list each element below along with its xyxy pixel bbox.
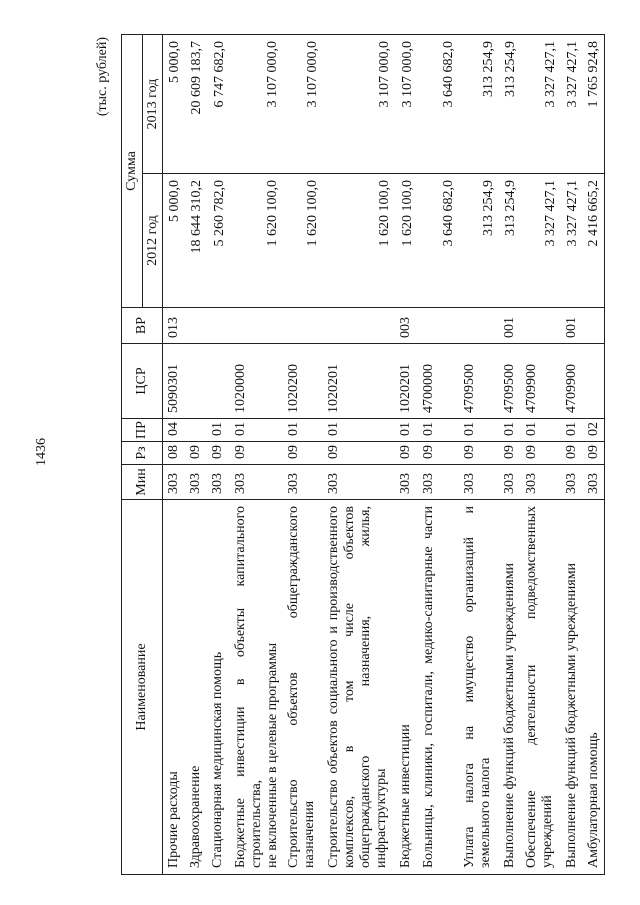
cell-vr	[207, 308, 230, 344]
cell-vr: 001	[499, 308, 521, 344]
cell-csr: 5090301	[163, 344, 185, 419]
cell-rz: 09	[521, 442, 561, 465]
cell-rz: 09	[561, 442, 583, 465]
cell-name: Здравоохранение	[185, 500, 207, 875]
cell-2012: 5 000,0	[163, 174, 185, 308]
table-row	[207, 35, 230, 875]
cell-2012: 1 620 100,0	[395, 174, 418, 308]
cell-vr	[418, 308, 459, 344]
cell-min: 303	[561, 465, 583, 500]
table-row	[583, 35, 605, 875]
cell-2012: 5 260 782,0	[207, 174, 230, 308]
rotated-page	[85, 35, 601, 875]
cell-min: 303	[163, 465, 185, 500]
header-csr: ЦСР	[122, 344, 163, 419]
cell-csr: 1020200	[283, 344, 323, 419]
cell-2013: 6 747 682,0	[207, 35, 230, 174]
cell-2013: 20 609 183,7	[185, 35, 207, 174]
table-row	[459, 35, 499, 875]
cell-name: Выполнение функций бюджетными учреждениями	[561, 500, 583, 875]
name-line: Строительство объектов социального и производственного	[325, 506, 341, 868]
cell-2013: 5 000,0	[163, 35, 185, 174]
cell-2013: 3 327 427,1	[561, 35, 583, 174]
cell-pr: 01	[283, 419, 323, 442]
table-row	[163, 35, 185, 875]
cell-2012: 313 254,9	[499, 174, 521, 308]
cell-2013: 3 107 000,0	[230, 35, 283, 174]
name-line: Обеспечение деятельности подведомственных	[523, 506, 539, 868]
cell-name: Бюджетные инвестиции	[395, 500, 418, 875]
name-line: комплексов, в том числе объектов	[341, 506, 357, 868]
cell-rz: 09	[459, 442, 499, 465]
cell-vr	[459, 308, 499, 344]
cell-name	[323, 500, 395, 875]
table-row	[561, 35, 583, 875]
cell-csr	[185, 344, 207, 419]
cell-vr: 013	[163, 308, 185, 344]
header-rz: Рз	[122, 442, 163, 465]
cell-min: 303	[521, 465, 561, 500]
name-line: инфраструктуры	[373, 768, 389, 868]
cell-2012: 18 644 310,2	[185, 174, 207, 308]
cell-csr: 1020201	[323, 344, 395, 419]
cell-min: 303	[185, 465, 207, 500]
table-row	[418, 35, 459, 875]
cell-min: 303	[207, 465, 230, 500]
cell-rz: 09	[323, 442, 395, 465]
table-body	[163, 35, 605, 875]
cell-rz: 09	[185, 442, 207, 465]
cell-pr: 01	[459, 419, 499, 442]
name-line: Больницы, клиники, госпитали, медико-санитарные части	[420, 506, 436, 868]
cell-2013: 1 765 924,8	[583, 35, 605, 174]
cell-vr	[583, 308, 605, 344]
cell-rz: 09	[395, 442, 418, 465]
cell-name: Амбулаторная помощь	[583, 500, 605, 875]
table-row	[283, 35, 323, 875]
header-name: Наименование	[122, 500, 163, 875]
cell-rz: 09	[418, 442, 459, 465]
cell-pr: 01	[499, 419, 521, 442]
cell-2013: 313 254,9	[499, 35, 521, 174]
cell-rz: 09	[499, 442, 521, 465]
cell-pr	[185, 419, 207, 442]
name-line: назначения	[301, 800, 317, 868]
cell-pr: 01	[230, 419, 283, 442]
table-row	[521, 35, 561, 875]
name-line: общегражданского назначения, жилья,	[357, 506, 373, 868]
cell-name	[521, 500, 561, 875]
cell-2012: 3 640 682,0	[418, 174, 459, 308]
cell-name	[230, 500, 283, 875]
cell-vr	[521, 308, 561, 344]
cell-pr: 02	[583, 419, 605, 442]
unit-note: (тыс. рублей)	[95, 37, 110, 117]
table-row	[185, 35, 207, 875]
cell-pr: 01	[521, 419, 561, 442]
cell-min: 303	[583, 465, 605, 500]
cell-name	[418, 500, 459, 875]
cell-csr: 4709500	[499, 344, 521, 419]
cell-min: 303	[395, 465, 418, 500]
cell-pr: 01	[395, 419, 418, 442]
cell-pr: 04	[163, 419, 185, 442]
table-row	[395, 35, 418, 875]
cell-csr: 4709500	[459, 344, 499, 419]
cell-pr: 01	[207, 419, 230, 442]
table-row	[499, 35, 521, 875]
cell-min: 303	[499, 465, 521, 500]
cell-csr	[207, 344, 230, 419]
cell-rz: 09	[283, 442, 323, 465]
cell-min: 303	[459, 465, 499, 500]
cell-2013: 3 107 000,0	[323, 35, 395, 174]
cell-2012: 313 254,9	[459, 174, 499, 308]
cell-name: Стационарная медицинская помощь	[207, 500, 230, 875]
cell-2012: 1 620 100,0	[323, 174, 395, 308]
cell-rz: 09	[230, 442, 283, 465]
name-line: Строительство объектов общегражданского	[285, 506, 301, 868]
table-row	[323, 35, 395, 875]
name-line: учреждений	[539, 795, 555, 868]
cell-min: 303	[230, 465, 283, 500]
cell-vr: 003	[395, 308, 418, 344]
name-line: земельного налога	[477, 757, 493, 868]
budget-table	[121, 34, 605, 875]
header-year-2013: 2013 год	[143, 35, 163, 174]
cell-csr: 4700000	[418, 344, 459, 419]
cell-csr: 4709900	[521, 344, 561, 419]
cell-2013: 3 107 000,0	[283, 35, 323, 174]
header-pr: ПР	[122, 419, 163, 442]
cell-name	[283, 500, 323, 875]
header-year-2012: 2012 год	[143, 174, 163, 308]
cell-name: Выполнение функций бюджетными учреждениями	[499, 500, 521, 875]
cell-rz: 09	[207, 442, 230, 465]
cell-2013: 3 327 427,1	[521, 35, 561, 174]
header-min: Мин	[122, 465, 163, 500]
cell-csr: 4709900	[561, 344, 583, 419]
name-line: не включенные в целевые программы	[264, 642, 280, 868]
cell-csr: 1020000	[230, 344, 283, 419]
cell-2012: 3 327 427,1	[561, 174, 583, 308]
cell-min: 303	[418, 465, 459, 500]
cell-name: Прочие расходы	[163, 500, 185, 875]
cell-2012: 3 327 427,1	[521, 174, 561, 308]
cell-pr: 01	[418, 419, 459, 442]
cell-name	[459, 500, 499, 875]
cell-vr	[185, 308, 207, 344]
cell-rz: 08	[163, 442, 185, 465]
name-line: Уплата налога на имущество организаций и	[461, 506, 477, 868]
cell-min: 303	[283, 465, 323, 500]
cell-vr	[230, 308, 283, 344]
cell-pr: 01	[323, 419, 395, 442]
cell-vr: 001	[561, 308, 583, 344]
cell-rz: 09	[583, 442, 605, 465]
cell-vr	[323, 308, 395, 344]
cell-csr	[583, 344, 605, 419]
name-line: Бюджетные инвестиции в объекты капитального строительства,	[232, 506, 264, 868]
header-vr: ВР	[122, 308, 163, 344]
cell-2013: 313 254,9	[459, 35, 499, 174]
cell-pr: 01	[561, 419, 583, 442]
cell-vr	[283, 308, 323, 344]
cell-2012: 1 620 100,0	[283, 174, 323, 308]
cell-min: 303	[323, 465, 395, 500]
cell-2012: 2 416 665,2	[583, 174, 605, 308]
cell-2013: 3 640 682,0	[418, 35, 459, 174]
cell-csr: 1020201	[395, 344, 418, 419]
cell-2012: 1 620 100,0	[230, 174, 283, 308]
table-row	[230, 35, 283, 875]
cell-2013: 3 107 000,0	[395, 35, 418, 174]
page-number: 1436	[34, 438, 49, 466]
header-sum: Сумма	[122, 35, 143, 308]
